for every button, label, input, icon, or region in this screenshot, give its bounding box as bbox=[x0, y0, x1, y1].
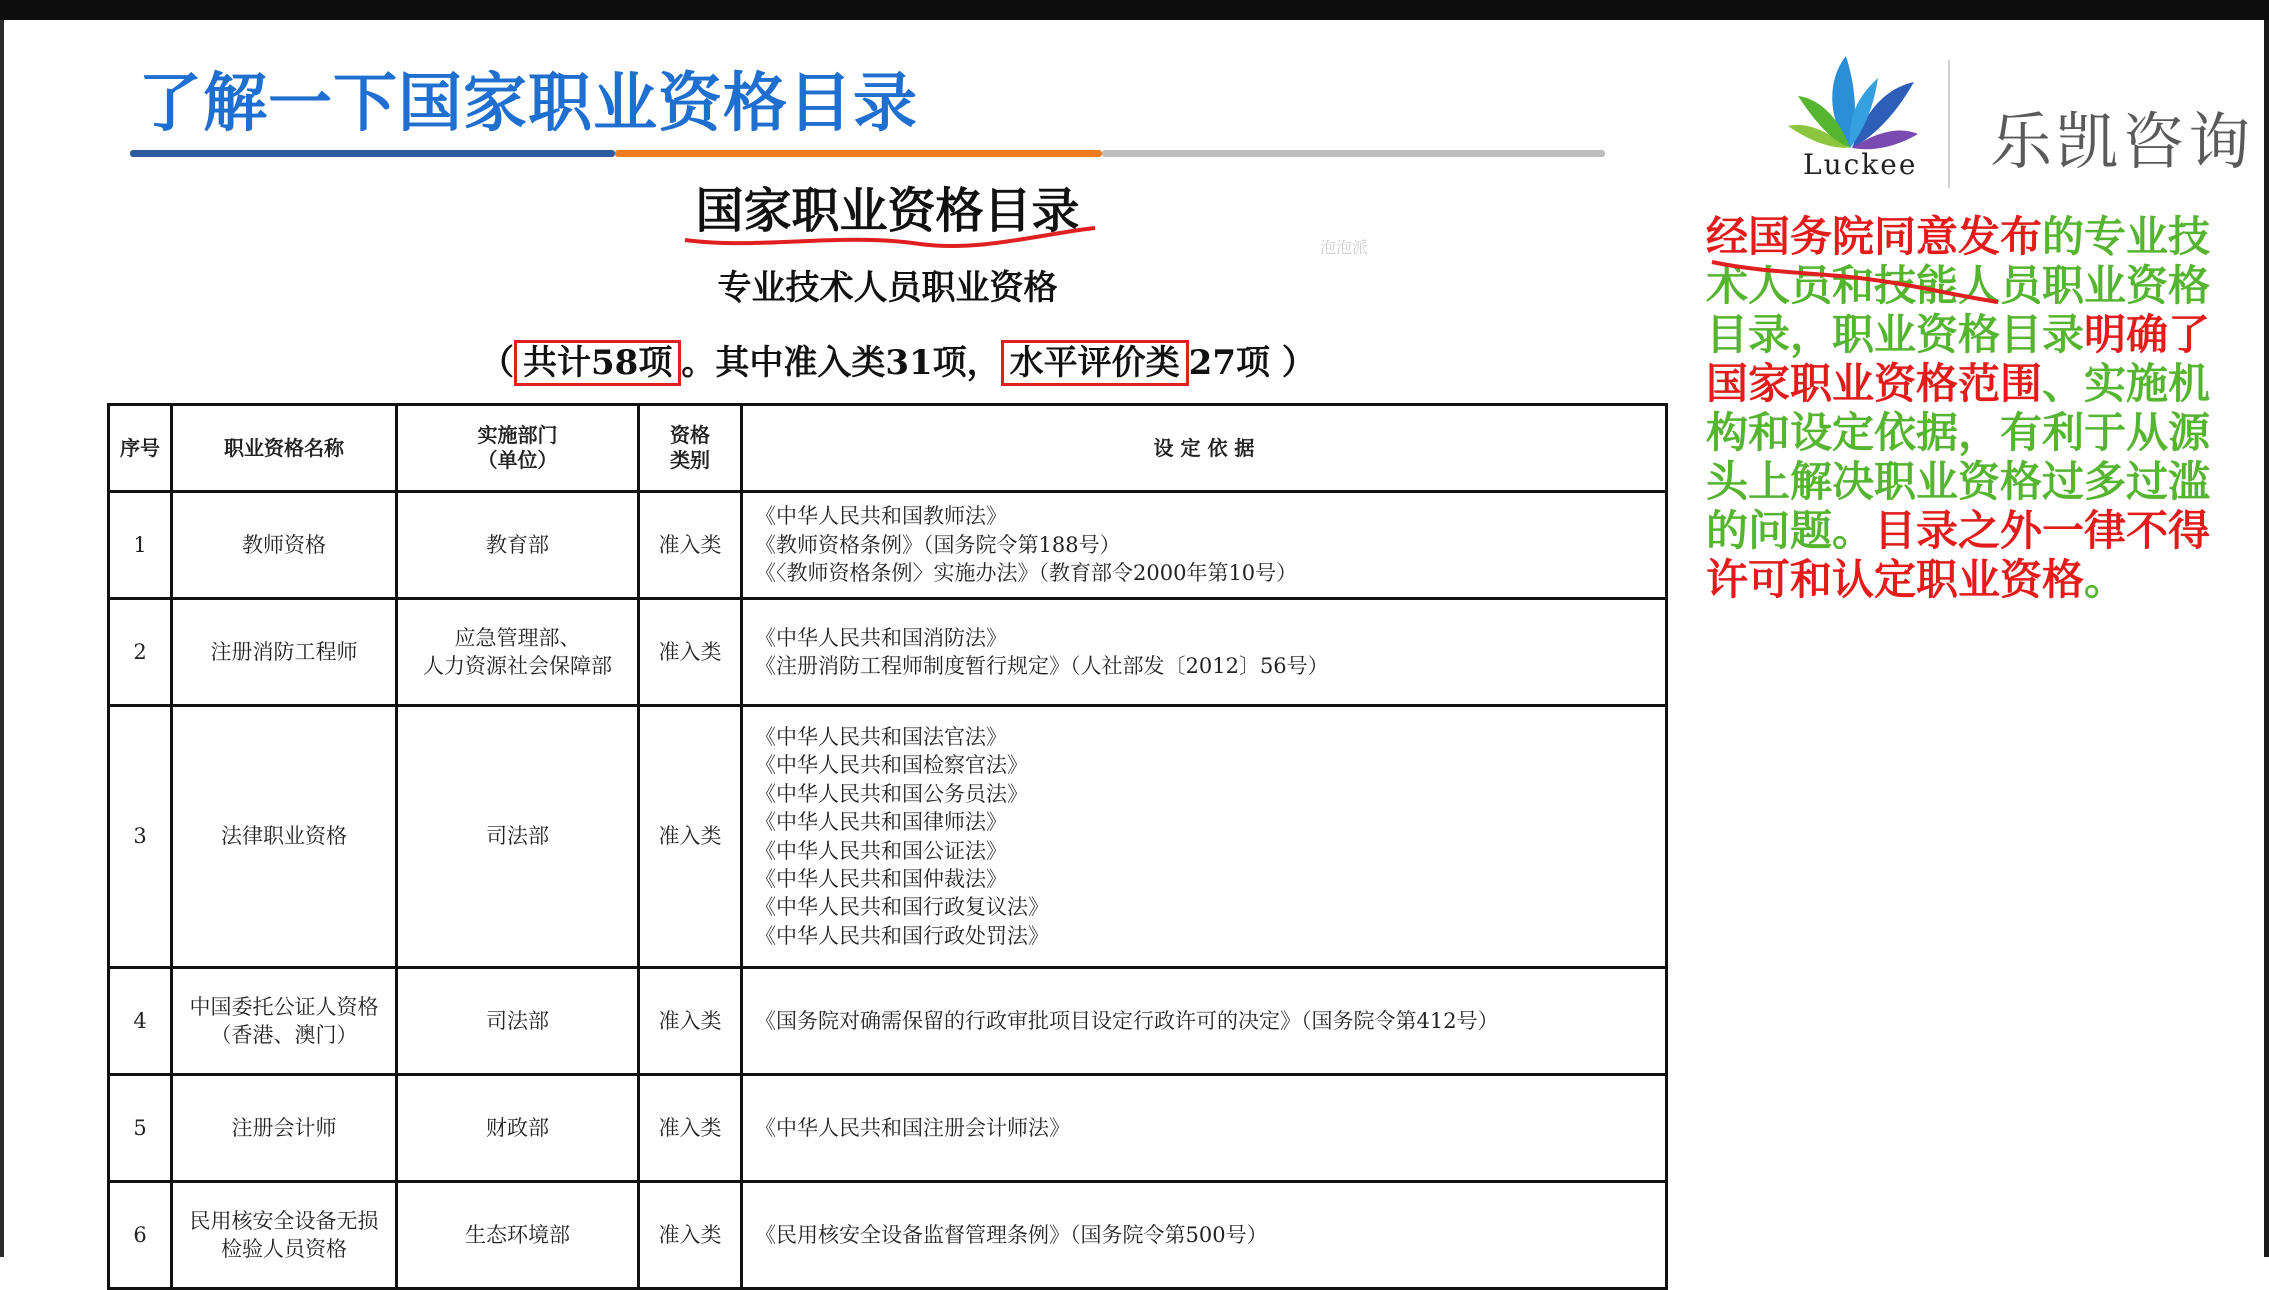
row-basis bbox=[742, 968, 1667, 1075]
title-rule-gray bbox=[1102, 150, 1605, 157]
basis-line: 《中华人民共和国公证法》 bbox=[755, 838, 1007, 863]
table-row bbox=[109, 968, 1667, 1075]
row-dept: 司法部 bbox=[397, 706, 639, 968]
row-basis bbox=[742, 1182, 1667, 1289]
basis-line: 《中华人民共和国注册会计师法》 bbox=[755, 1115, 1070, 1140]
row-name: 中国委托公证人资格 （香港、澳门） bbox=[172, 968, 397, 1075]
basis-line: 《中华人民共和国法官法》 bbox=[755, 725, 1007, 750]
annotation-segment: 的专业技术人员和技能人员职业资格目录，职业资格目录 bbox=[1706, 212, 2211, 359]
title-rule-orange bbox=[615, 150, 1102, 157]
basis-line: 《中华人民共和国教师法》 bbox=[755, 504, 1007, 529]
basis-line: 《中华人民共和国公务员法》 bbox=[755, 781, 1028, 806]
row-category: 准入类 bbox=[639, 492, 742, 599]
basis-line: 《〈教师资格条例〉实施办法》（教育部令2000年第10号） bbox=[755, 561, 1298, 586]
count-middle: 。其中准入类31项， bbox=[681, 343, 1001, 383]
count-level-boxed: 水平评价类 bbox=[1001, 340, 1189, 386]
document-heading: 国家职业资格目录 bbox=[695, 183, 1080, 239]
row-name: 法律职业资格 bbox=[172, 706, 397, 968]
document-count-line bbox=[480, 335, 1316, 384]
basis-line: 《国务院对确需保留的行政审批项目设定行政许可的决定》（国务院令第412号） bbox=[755, 1008, 1499, 1033]
annotation-segment: 目录之外一律不得许可和认定职业资格 bbox=[1706, 506, 2211, 604]
header-basis: 设 定 依 据 bbox=[742, 405, 1667, 492]
basis-line: 《中华人民共和国行政复议法》 bbox=[755, 895, 1049, 920]
row-basis bbox=[742, 599, 1667, 706]
basis-line: 《中华人民共和国律师法》 bbox=[755, 810, 1007, 835]
basis-line: 《注册消防工程师制度暂行规定》（人社部发〔2012〕56号） bbox=[755, 654, 1329, 678]
basis-line: 《中华人民共和国行政处罚法》 bbox=[755, 923, 1049, 948]
basis-line: 《教师资格条例》（国务院令第188号） bbox=[755, 532, 1121, 557]
row-name: 注册会计师 bbox=[172, 1075, 397, 1182]
logo-divider bbox=[1948, 60, 1950, 188]
row-index: 2 bbox=[109, 599, 172, 706]
row-category: 准入类 bbox=[639, 706, 742, 968]
basis-line: 《中华人民共和国检察官法》 bbox=[755, 753, 1028, 778]
row-dept: 财政部 bbox=[397, 1075, 639, 1182]
row-index: 6 bbox=[109, 1182, 172, 1289]
row-name: 教师资格 bbox=[172, 492, 397, 599]
row-basis bbox=[742, 492, 1667, 599]
table-header-row bbox=[109, 405, 1667, 492]
basis-line: 《中华人民共和国仲裁法》 bbox=[755, 866, 1007, 891]
count-total-boxed: 共计58项 bbox=[514, 340, 681, 386]
annotation-segment: 明确了国家职业资格范围 bbox=[1706, 310, 2211, 408]
count-open-paren: （ bbox=[480, 343, 514, 383]
annotation-text bbox=[1706, 212, 2226, 604]
row-dept: 应急管理部、 人力资源社会保障部 bbox=[397, 599, 639, 706]
annotation-segment: 。 bbox=[2084, 555, 2127, 604]
table-row bbox=[109, 1182, 1667, 1289]
watermark-text: 泡泡派 bbox=[1320, 238, 1369, 257]
document-subheading: 专业技术人员职业资格 bbox=[717, 268, 1058, 308]
table-row bbox=[109, 492, 1667, 599]
row-index: 1 bbox=[109, 492, 172, 599]
brand-name: 乐凯咨询 bbox=[1990, 105, 2255, 178]
header-category: 资格 类别 bbox=[639, 405, 742, 492]
row-dept: 教育部 bbox=[397, 492, 639, 599]
logo-wordmark: Luckee bbox=[1803, 148, 1918, 181]
basis-line: 《中华人民共和国消防法》 bbox=[755, 625, 1007, 650]
row-category: 准入类 bbox=[639, 968, 742, 1075]
table-row bbox=[109, 706, 1667, 968]
row-category: 准入类 bbox=[639, 1075, 742, 1182]
table-row bbox=[109, 1075, 1667, 1182]
count-end: 27项 ） bbox=[1188, 343, 1316, 383]
header-index: 序号 bbox=[109, 405, 172, 492]
basis-line: 《民用核安全设备监督管理条例》（国务院令第500号） bbox=[755, 1222, 1268, 1247]
header-dept: 实施部门 （单位） bbox=[397, 405, 639, 492]
row-index: 4 bbox=[109, 968, 172, 1075]
row-dept: 生态环境部 bbox=[397, 1182, 639, 1289]
qualification-table bbox=[107, 403, 1668, 1290]
row-dept: 司法部 bbox=[397, 968, 639, 1075]
row-category: 准入类 bbox=[639, 1182, 742, 1289]
title-rule-blue bbox=[130, 150, 615, 157]
row-basis bbox=[742, 1075, 1667, 1182]
right-frame-edge bbox=[2264, 20, 2269, 1257]
row-name: 民用核安全设备无损 检验人员资格 bbox=[172, 1182, 397, 1289]
video-top-bar bbox=[0, 0, 2269, 20]
row-index: 5 bbox=[109, 1075, 172, 1182]
row-name: 注册消防工程师 bbox=[172, 599, 397, 706]
row-category: 准入类 bbox=[639, 599, 742, 706]
header-name: 职业资格名称 bbox=[172, 405, 397, 492]
row-basis bbox=[742, 706, 1667, 968]
table-row bbox=[109, 599, 1667, 706]
slide-title: 了解一下国家职业资格目录 bbox=[138, 67, 918, 141]
annotation-segment: 经国务院同意发布 bbox=[1706, 212, 2043, 261]
row-index: 3 bbox=[109, 706, 172, 968]
annotation-segment: 、实施机构和设定依据，有利于从源头上解决职业资格过多过滥的问题。 bbox=[1706, 359, 2211, 555]
